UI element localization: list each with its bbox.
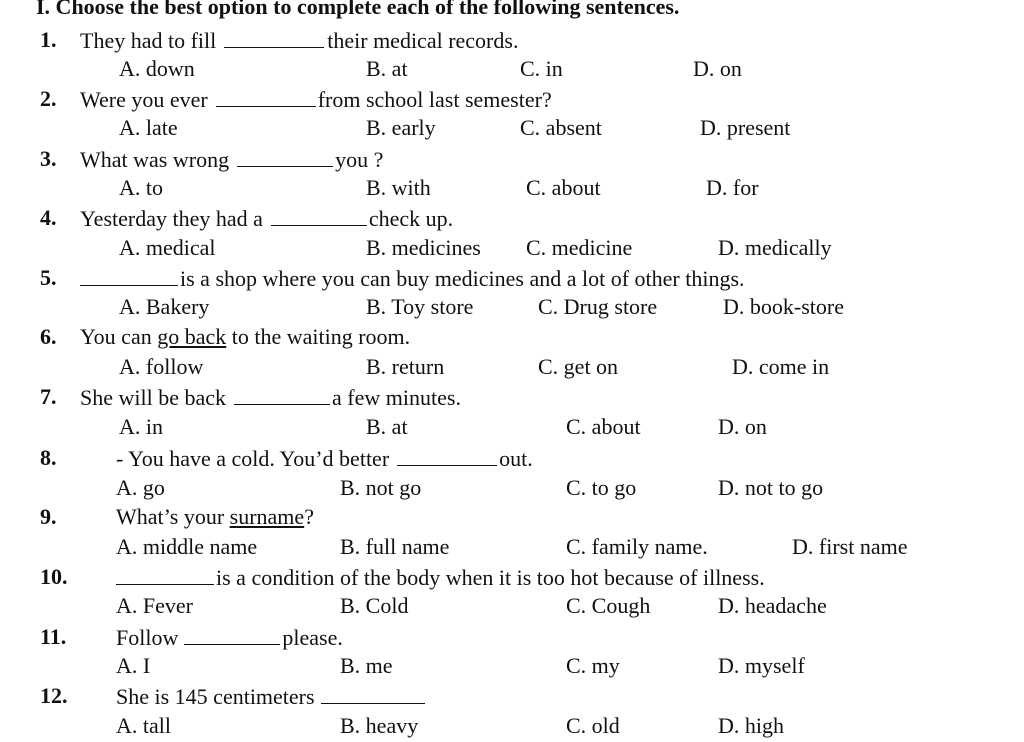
answer-blank[interactable]	[321, 685, 425, 704]
underlined-word: surname	[229, 504, 305, 529]
option-a[interactable]: A. tall	[116, 713, 171, 738]
option-c[interactable]: C. get on	[538, 354, 619, 379]
option-c[interactable]: C. family name.	[566, 534, 708, 559]
option-a[interactable]: A. medical	[119, 235, 216, 260]
option-d[interactable]: D. high	[718, 713, 784, 738]
question-number: 1.	[40, 27, 57, 52]
answer-blank[interactable]	[224, 29, 324, 48]
question-text: Follow please.	[116, 625, 343, 650]
option-a[interactable]: A. in	[119, 414, 163, 439]
question-text: What was wrong you ?	[80, 147, 384, 172]
option-c[interactable]: C. old	[566, 713, 620, 738]
option-a[interactable]: A. I	[116, 653, 151, 678]
option-d[interactable]: D. first name	[792, 534, 908, 559]
option-d[interactable]: D. book-store	[723, 294, 844, 319]
answer-blank[interactable]	[184, 626, 280, 645]
answer-blank[interactable]	[116, 566, 214, 585]
question-text: She is 145 centimeters	[116, 685, 425, 708]
option-b[interactable]: B. medicines	[366, 235, 481, 260]
question-number: 7.	[40, 384, 57, 409]
question-number: 8.	[40, 445, 57, 470]
option-a[interactable]: A. follow	[119, 354, 204, 379]
option-d[interactable]: D. medically	[718, 235, 832, 260]
answer-blank[interactable]	[216, 88, 316, 107]
option-b[interactable]: B. not go	[340, 475, 422, 500]
option-b[interactable]: B. at	[366, 414, 408, 439]
question-text: is a condition of the body when it is too hot because of illness.	[116, 566, 765, 589]
option-a[interactable]: A. down	[119, 56, 195, 81]
answer-blank[interactable]	[237, 148, 333, 167]
answer-blank[interactable]	[397, 447, 497, 466]
question-number: 10.	[40, 564, 68, 589]
option-b[interactable]: B. Toy store	[366, 294, 474, 319]
question-number: 3.	[40, 146, 57, 171]
option-c[interactable]: C. my	[566, 653, 620, 678]
question-number: 12.	[40, 683, 68, 708]
question-number: 4.	[40, 205, 57, 230]
option-b[interactable]: B. with	[366, 175, 431, 200]
option-c[interactable]: C. in	[520, 56, 563, 81]
option-b[interactable]: B. Cold	[340, 593, 409, 618]
option-a[interactable]: A. Bakery	[119, 294, 210, 319]
answer-blank[interactable]	[234, 386, 330, 405]
answer-blank[interactable]	[271, 207, 367, 226]
option-d[interactable]: D. on	[693, 56, 742, 81]
option-d[interactable]: D. not to go	[718, 475, 824, 500]
option-b[interactable]: B. at	[366, 56, 408, 81]
question-text: What’s your surname?	[116, 504, 314, 529]
question-text: is a shop where you can buy medicines and a lot of other things.	[80, 267, 745, 290]
option-a[interactable]: A. Fever	[116, 593, 193, 618]
option-b[interactable]: B. full name	[340, 534, 450, 559]
section-title: I. Choose the best option to complete each of the following sentences.	[36, 0, 680, 19]
option-b[interactable]: B. early	[366, 115, 436, 140]
question-number: 5.	[40, 265, 57, 290]
option-d[interactable]: D. for	[706, 175, 759, 200]
option-b[interactable]: B. heavy	[340, 713, 419, 738]
option-c[interactable]: C. to go	[566, 475, 637, 500]
question-number: 9.	[40, 504, 57, 529]
question-number: 2.	[40, 86, 57, 111]
question-text: She will be back a few minutes.	[80, 385, 461, 410]
option-c[interactable]: C. about	[526, 175, 601, 200]
option-c[interactable]: C. Cough	[566, 593, 651, 618]
option-b[interactable]: B. me	[340, 653, 393, 678]
underlined-phrase: go back	[157, 324, 227, 349]
answer-blank[interactable]	[80, 267, 178, 286]
option-d[interactable]: D. myself	[718, 653, 805, 678]
option-a[interactable]: A. late	[119, 115, 178, 140]
option-b[interactable]: B. return	[366, 354, 445, 379]
option-a[interactable]: A. to	[119, 175, 163, 200]
option-a[interactable]: A. middle name	[116, 534, 258, 559]
question-number: 11.	[40, 624, 67, 649]
option-d[interactable]: D. come in	[732, 354, 830, 379]
question-number: 6.	[40, 324, 57, 349]
question-text: You can go back to the waiting room.	[80, 324, 411, 349]
option-c[interactable]: C. Drug store	[538, 294, 658, 319]
option-c[interactable]: C. absent	[520, 115, 602, 140]
question-text: Were you ever from school last semester?	[80, 87, 552, 112]
option-d[interactable]: D. on	[718, 414, 767, 439]
option-c[interactable]: C. medicine	[526, 235, 633, 260]
option-d[interactable]: D. present	[700, 115, 791, 140]
option-a[interactable]: A. go	[116, 475, 165, 500]
option-d[interactable]: D. headache	[718, 593, 827, 618]
option-c[interactable]: C. about	[566, 414, 641, 439]
question-text: Yesterday they had a check up.	[80, 206, 454, 231]
question-text: They had to fill their medical records.	[80, 28, 519, 53]
question-text: - You have a cold. You’d better out.	[116, 446, 533, 471]
